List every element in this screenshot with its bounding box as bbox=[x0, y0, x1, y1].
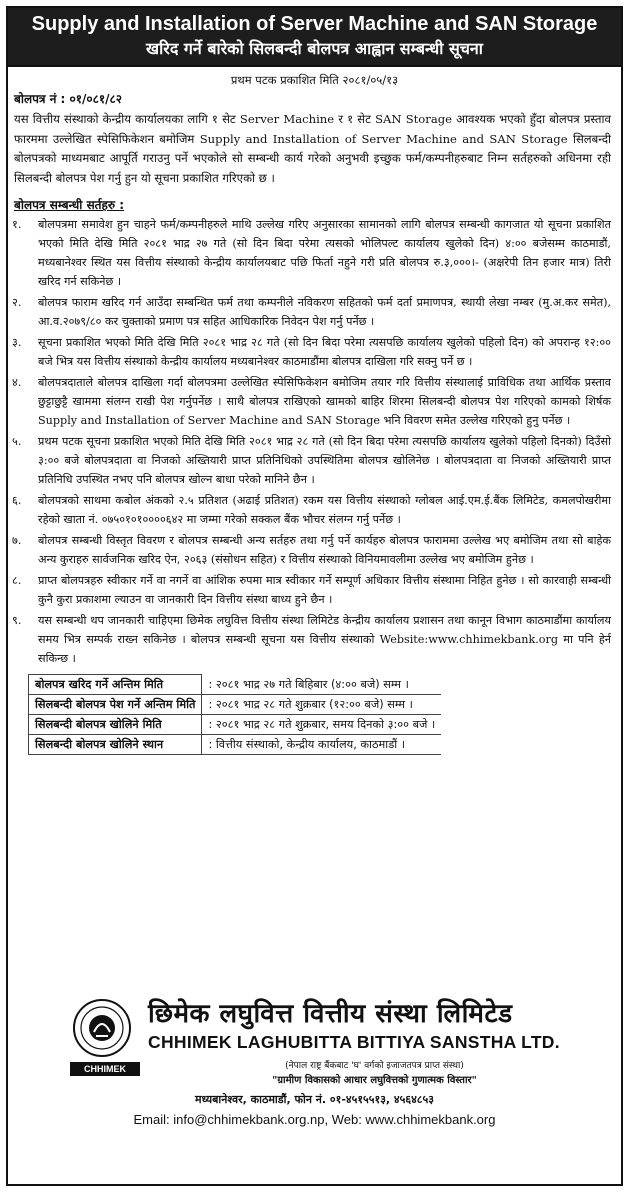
condition-text: प्रथम पटक सूचना प्रकाशित भएको मिति देखि मिति २०८१ भाद्र २८ गते (सो दिन बिदा परेमा त्यसपछि कार्यालय खुलेको पहिलो दिनको) दिउँसो ३:०० बजे बोलपत्रदाता वा निजको अख्तियारी प्राप्त प्रतिनिधिको उपस्थितिमा बोलपत्र खोलिनेछ । बोलपत्रदाता वा निजको अख्तियारी प्राप्त प्रतिनिधि उपस्थित नभए पनि बोलपत्र खोल्न बाधा परेको मानिने छैन । bbox=[38, 435, 611, 486]
table-row bbox=[29, 715, 442, 735]
organization-footer bbox=[8, 984, 621, 1184]
conditions-list bbox=[8, 215, 621, 668]
published-date: प्रथम पटक प्रकाशित मिति २०८१/०५/१३ bbox=[230, 73, 399, 87]
date-label: सिलबन्दी बोलपत्र खोलिने मिति bbox=[29, 715, 202, 735]
condition-item bbox=[12, 432, 611, 489]
table-row bbox=[29, 695, 442, 715]
condition-item bbox=[12, 611, 611, 668]
table-row bbox=[29, 675, 442, 695]
condition-number: ५. bbox=[12, 435, 22, 448]
condition-number: ९. bbox=[12, 614, 22, 627]
logo-band-text: CHHIMEK bbox=[70, 1062, 140, 1076]
condition-number: २. bbox=[12, 296, 22, 309]
condition-number: ८. bbox=[12, 574, 22, 587]
title-nepali: खरिद गर्ने बारेको सिलबन्दी बोलपत्र आह्वान सम्बन्धी सूचना bbox=[146, 39, 483, 58]
condition-item bbox=[12, 531, 611, 569]
organization-slogan: "ग्रामीण विकासको आधार लघुवित्तको गुणात्मक विस्तार" bbox=[272, 1075, 477, 1086]
reference-number: बोलपत्र नं : ०१/०८१/८२ bbox=[14, 92, 122, 106]
key-dates-table bbox=[28, 674, 441, 755]
condition-text: बोलपत्रदाताले बोलपत्र दाखिला गर्दा बोलपत्रमा उल्लेखित स्पेसिफिकेशन बमोजिम तयार गरि वित्तीय संस्थालाई प्राविधिक तथा आर्थिक प्रस्ताव छुट्टाछुट्टै खाममा संलग्न राखी पेश गर्नुपर्नेछ । साथै बोलपत्र राखिएको खामको बाहिर शिरमा सिलबन्दी बोलपत्र पेश गरिएको कामको शिर्षक Supply and Installation of Server Machine and SAN Storage भनि विवरण समेत उल्लेख गरिएको हुनु पर्नेछ । bbox=[38, 376, 611, 427]
organization-name-english: CHHIMEK LAGHUBITTA BITTIYA SANSTHA LTD. bbox=[148, 1032, 560, 1052]
organization-address: मध्यबानेश्वर, काठमाडौं, फोन नं. ०१-४५१५५१३, ४५६४८५३ bbox=[195, 1093, 434, 1106]
organization-logo-icon bbox=[72, 998, 132, 1058]
condition-item bbox=[12, 215, 611, 291]
condition-text: सूचना प्रकाशित भएको मिति देखि मिति २०८१ भाद्र २८ गते (सो दिन बिदा परेमा त्यसपछि कार्यालय खुलेको पहिलो दिन) को अपरान्ह १२:०० बजे भित्र यस वित्तीय संस्थाको केन्द्रीय कार्यालय मध्यबानेश्वर काठमाडौंमा बोलपत्र दाखिला गरि सक्नु पर्ने छ । bbox=[38, 336, 611, 368]
condition-text: यस सम्बन्धी थप जानकारी चाहिएमा छिमेक लघुवित्त वित्तीय संस्था लिमिटेड केन्द्रीय कार्यालय प्रशासन तथा कानून विभाग काठमाडौंमा कार्यालय समय भित्र सम्पर्क राख्न सकिनेछ । बोलपत्र सम्बन्धी सूचना यस वित्तीय संस्थाको Website:www.chhimekbank.org मा पनि हेर्न सकिन्छ । bbox=[38, 614, 611, 665]
condition-text: प्राप्त बोलपत्रहरु स्वीकार गर्ने वा नगर्ने वा आंशिक रुपमा मात्र स्वीकार गर्ने सम्पूर्ण अधिकार वित्तीय संस्थामा निहित हुनेछ । सो कारवाही सम्बन्धी कुनै कुरा प्रकाशमा ल्याउन वा जानकारी दिन वित्तीय संस्था बाध्य हुने छैन । bbox=[38, 574, 611, 606]
license-note: (नेपाल राष्ट्र बैंकबाट 'घ' वर्गको इजाजतपत्र प्राप्त संस्था) bbox=[285, 1061, 464, 1071]
table-row bbox=[29, 735, 442, 755]
date-value: : २०८१ भाद्र २८ गते शुक्रबार (१२:०० बजे) सम्म । bbox=[208, 698, 413, 711]
condition-item bbox=[12, 571, 611, 609]
date-value: : २०८१ भाद्र २८ गते शुक्रबार, समय दिनको ३:०० बजे । bbox=[208, 718, 436, 731]
date-label: बोलपत्र खरिद गर्ने अन्तिम मिति bbox=[29, 675, 202, 695]
notice-header bbox=[8, 8, 621, 67]
condition-text: बोलपत्र सम्बन्धी विस्तृत विवरण र बोलपत्र सम्बन्धी अन्य सर्तहरु तथा गर्नु पर्ने कार्यहरु बोलपत्र फाराममा उल्लेख भए बमोजिम तथा सो बाहेक अन्य कुराहरु सार्वजनिक खरिद ऐन, २०६३ (संसोधन सहित) र वित्तीय संस्थाको विनियमावलीमा उल्लेख भए बमोजिम हुनेछ । bbox=[38, 534, 611, 566]
title-english: Supply and Installation of Server Machine and SAN Storage bbox=[31, 13, 598, 35]
date-value: : वित्तीय संस्थाको, केन्द्रीय कार्यालय, काठमाडौं । bbox=[208, 738, 406, 751]
condition-text: बोलपत्र फाराम खरिद गर्न आउँदा सम्बन्धित फर्म तथा कम्पनीले नविकरण सहितको फर्म दर्ता प्रमाणपत्र, स्थायी लेखा नम्बर (मु.अ.कर समेत), आ.व.२०७९/८० कर चुक्ताको प्रमाण पत्र सहित आधिकारिक निवेदन पेश गर्नु पर्नेछ । bbox=[38, 296, 611, 328]
condition-item bbox=[12, 293, 611, 331]
date-label: सिलबन्दी बोलपत्र पेश गर्ने अन्तिम मिति bbox=[29, 695, 202, 715]
condition-number: ७. bbox=[12, 534, 22, 547]
tender-notice bbox=[6, 6, 623, 1186]
condition-number: १. bbox=[12, 218, 22, 231]
conditions-heading: बोलपत्र सम्बन्धी सर्तहरु : bbox=[14, 198, 125, 212]
condition-text: बोलपत्रको साथमा कबोल अंकको २.५ प्रतिशत (अढाई प्रतिशत) रकम यस वित्तीय संस्थाको ग्लोबल आई.एम.ई.बैंक लिमिटेड, कमलपोखरीमा रहेको खाता नं. ०७५०१०१००००६४२ मा जम्मा गरेको सक्कल बैंक भौचर संलग्न गर्नु पर्नेछ । bbox=[38, 494, 611, 526]
organization-name-nepali: छिमेक लघुवित्त वित्तीय संस्था लिमिटेड bbox=[148, 999, 513, 1029]
condition-item bbox=[12, 373, 611, 430]
date-label: सिलबन्दी बोलपत्र खोलिने स्थान bbox=[29, 735, 202, 755]
intro-paragraph: यस वित्तीय संस्थाको केन्द्रीय कार्यालयका लागि १ सेट Server Machine र १ सेट SAN Storage आवश्यक भएको हुँदा बोलपत्र प्रस्ताव फारममा उल्लेखित स्पेसिफिकेशन बमोजिम Supply and Installation of Server Machine and SAN Storage सिलबन्दी बोलपत्रको माध्यमबाट आपूर्ति गराउनु पर्ने भएकोले सो सम्बन्धी कार्य गरेको अनुभवी इच्छुक फर्म/कम्पनीहरुबाट निम्न सर्तहरुको अधिनमा रही सिलबन्दी बोलपत्र पेश गर्नु हुन यो सूचना प्रकाशित गरिएको छ । bbox=[14, 112, 611, 185]
condition-item bbox=[12, 333, 611, 371]
condition-item bbox=[12, 491, 611, 529]
organization-contact: Email: info@chhimekbank.org.np, Web: www.chhimekbank.org bbox=[133, 1112, 496, 1127]
date-value: : २०८१ भाद्र २७ गते बिहिबार (४:०० बजे) सम्म । bbox=[208, 677, 409, 691]
condition-text: बोलपत्रमा समावेश हुन चाहने फर्म/कम्पनीहरुले माथि उल्लेख गरिए अनुसारका सामानको लागि बोलपत्र सम्बन्धी कागजात यो सूचना प्रकाशित भएको मिति देखि मिति २०८१ भाद्र २७ गते (सो दिन बिदा परेमा त्यसको भोलिपल्ट कार्यालय खुलेको दिन) ४:०० बजेसम्म काठमाडौं, मध्यबानेश्वर स्थित यस वित्तीय संस्थाको केन्द्रीय कार्यालयबाट पछि फिर्ता नहुने गरी प्रति बोलपत्र रु.३,०००।- (अक्षरेपी तिन हजार मात्र) तिरी खरिद गर्न सकिनेछ । bbox=[38, 218, 611, 288]
condition-number: ४. bbox=[12, 376, 22, 389]
condition-number: ६. bbox=[12, 494, 22, 507]
condition-number: ३. bbox=[12, 336, 22, 349]
